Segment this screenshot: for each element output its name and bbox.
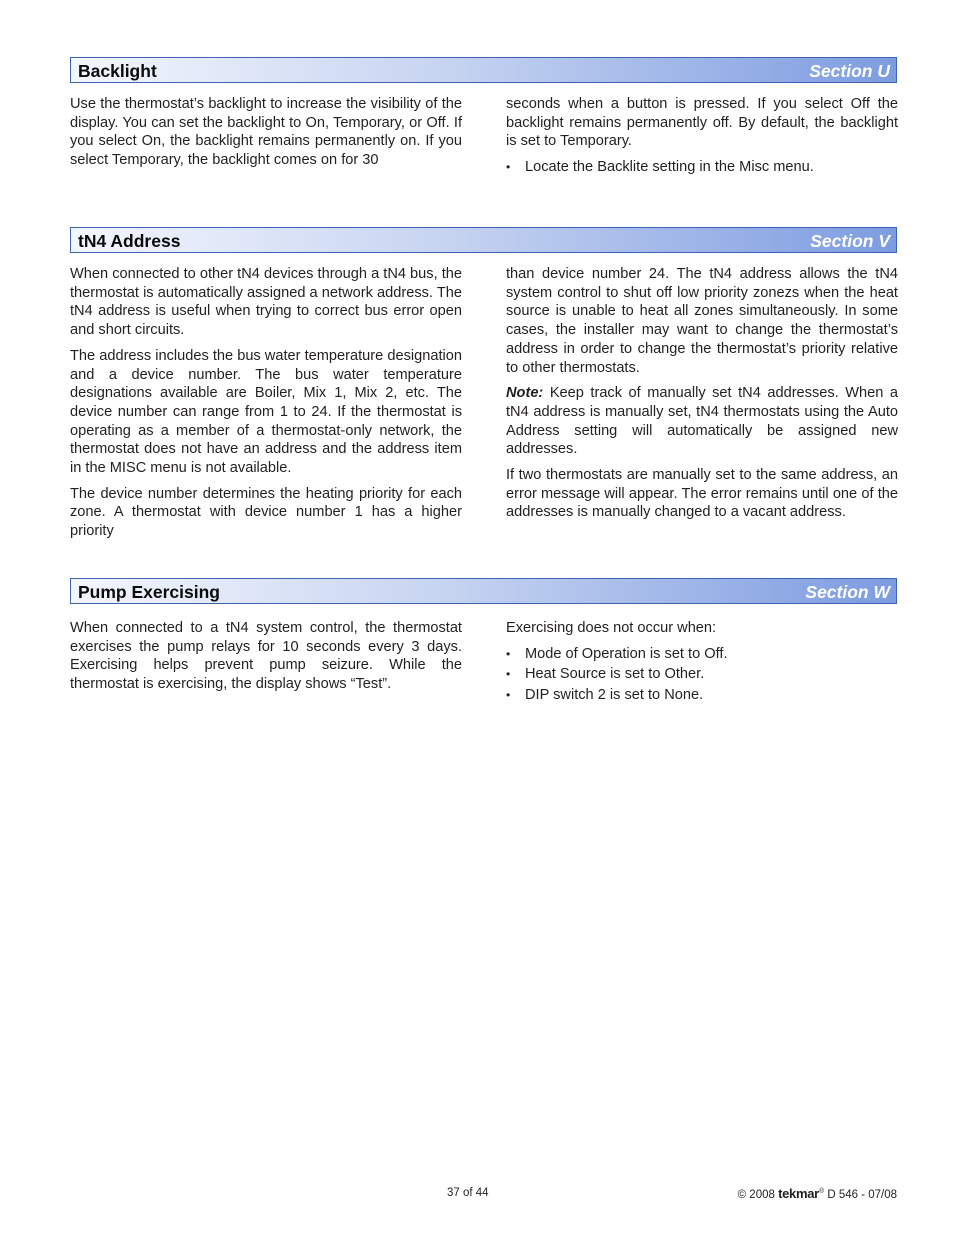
footer-info <box>738 1186 897 1201</box>
copyright: © 2008 <box>737 1189 775 1201</box>
section-title: tN4 Address <box>78 231 181 251</box>
paragraph: The device number determines the heating priority for each zone. A thermostat with device number 1 has a higher priority <box>70 485 462 540</box>
left-column <box>70 95 462 177</box>
section-title: Backlight <box>78 61 157 81</box>
paragraph: Use the thermostat’s backlight to increase the visibility of the display. You can set the backlight to On, Temporary, or Off. If you select On, the backlight remains permanently on. If you select Temporary, the backlight comes on for 30 <box>70 96 462 169</box>
bullet-item: • Heat Source is set to Other. <box>506 665 898 684</box>
paragraph: Exercising does not occur when: <box>506 620 717 636</box>
section-pump-exercising <box>70 578 897 704</box>
section-header-band <box>70 57 897 83</box>
left-column <box>70 265 462 548</box>
right-column <box>506 619 898 707</box>
right-column <box>506 265 898 529</box>
section-title: Pump Exercising <box>78 582 220 602</box>
page-number: 37 of 44 <box>447 1187 489 1199</box>
bullet-item: • Mode of Operation is set to Off. <box>506 645 898 664</box>
paragraph: than device number 24. The tN4 address allows the tN4 system control to shut off low priority zonezs when the heat source is unable to heat all zones simultaneously. In some cases, the installer may want to change the thermostat’s address in order to change the thermostat’s priority relative to other thermostats. <box>506 266 898 376</box>
section-tn4-address <box>70 227 898 540</box>
note-text: Keep track of manually set tN4 addresses. When a tN4 address is manually set, tN4 thermostats using the Auto Address setting will automatically be assigned new addresses. <box>506 385 898 458</box>
section-backlight <box>70 57 898 176</box>
paragraph: When connected to a tN4 system control, the thermostat exercises the pump relays for 10 seconds every 3 days. Exercising helps prevent pump seizure. While the thermostat is exercising, the display shows “Test”. <box>70 620 462 693</box>
paragraph: The address includes the bus water temperature designation and a device number. The bus water temperature designations available are Boiler, Mix 1, Mix 2, etc. The device number can range from 1 to 24. If the thermostat is operating as a member of a thermostat-only network, the thermostat does not have an address and the address item in the MISC menu is not available. <box>70 347 462 477</box>
paragraph: When connected to other tN4 devices through a tN4 bus, the thermostat is automatically assigned a network address. The tN4 address is useful when trying to correct bus error open and short circuits. <box>70 266 462 339</box>
bullet-list <box>506 645 898 705</box>
paragraph: If two thermostats are manually set to the same address, an error message will appear. The error remains until one of the addresses is manually changed to a vacant address. <box>506 467 898 521</box>
section-header-band <box>70 578 897 604</box>
section-label: Section W <box>805 582 890 602</box>
trademark-mark: ® <box>818 1188 825 1196</box>
section-header-band <box>70 227 897 253</box>
document-code: D 546 - 07/08 <box>827 1189 897 1201</box>
note-paragraph <box>506 384 898 459</box>
bullet-list <box>506 158 898 177</box>
paragraph: seconds when a button is pressed. If you select Off the backlight remains permanently off. By default, the backlight is set to Temporary. <box>506 96 898 150</box>
bullet-item: • DIP switch 2 is set to None. <box>506 686 898 705</box>
left-column <box>70 619 462 701</box>
section-label: Section V <box>810 231 890 251</box>
section-label: Section U <box>809 61 890 81</box>
bullet-item: • Locate the Backlite setting in the Misc menu. <box>506 158 898 177</box>
right-column <box>506 95 898 179</box>
brand-logo: tekmar <box>778 1186 819 1201</box>
note-label: Note: <box>506 385 544 402</box>
